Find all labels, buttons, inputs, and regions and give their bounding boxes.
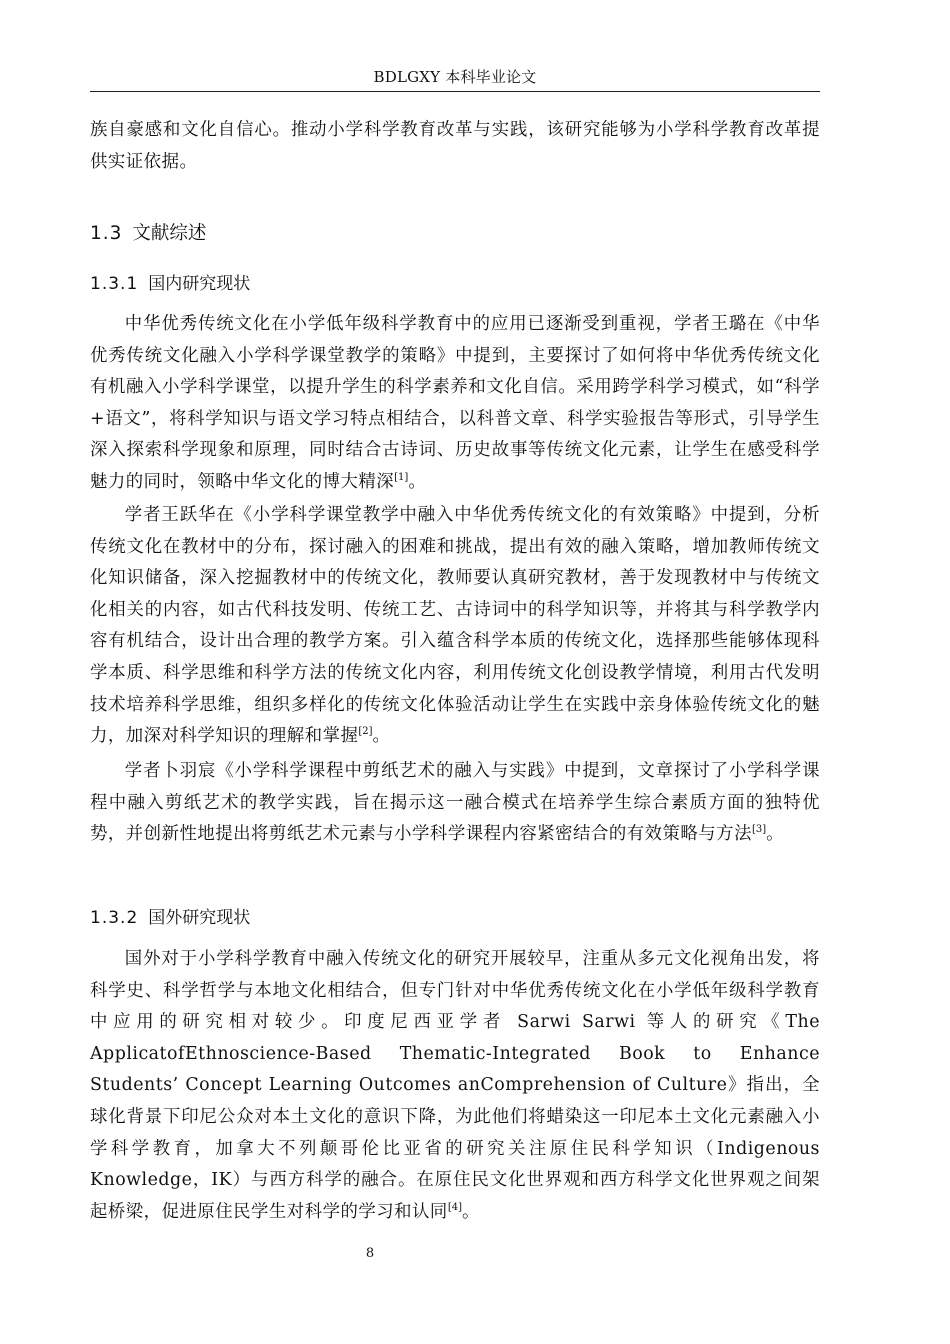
paragraph-end: 。 bbox=[766, 824, 785, 845]
subsection-number: 1.3.2 bbox=[90, 908, 139, 928]
paragraph-text: 学者卜羽宸《小学科学课程中剪纸艺术的融入与实践》中提到，文章探讨了小学科学课程中融入剪纸艺术的教学实践，旨在揭示这一融合模式在培养学生综合素质方面的独特优势，并创新性地提出将剪纸艺术元素与小学科学课程内容紧密结合的有效策略与方法 bbox=[90, 761, 820, 845]
citation-ref: [3] bbox=[751, 824, 767, 836]
foreign-paragraph-1 bbox=[90, 944, 820, 1230]
domestic-paragraph-3 bbox=[90, 756, 820, 853]
subsection-title: 国内研究现状 bbox=[148, 274, 251, 294]
page-number: 8 bbox=[365, 1246, 375, 1261]
domestic-paragraph-2 bbox=[90, 500, 820, 755]
paragraph-end: 。 bbox=[462, 1201, 480, 1222]
page-header bbox=[90, 64, 820, 92]
domestic-paragraph-1 bbox=[90, 309, 820, 501]
paragraph-text: 中华优秀传统文化在小学低年级科学教育中的应用已逐渐受到重视，学者王璐在《中华优秀传统文化融入小学科学课堂教学的策略》中提到，主要探讨了如何将中华优秀传统文化有机融入小学科学课堂，以提升学生的科学素养和文化自信。采用跨学科学习模式，如“科学+语文”，将科学知识与语文学习特点相结合，以科普文章、科学实验报告等形式，引导学生深入探索科学现象和原理，同时结合古诗词、历史故事等传统文化元素，让学生在感受科学魅力的同时，领略中华文化的博大精深 bbox=[90, 314, 820, 492]
section-title: 文献综述 bbox=[132, 223, 207, 244]
header-title: BDLGXY 本科毕业论文 bbox=[373, 68, 537, 86]
paragraph-text: 国外对于小学科学教育中融入传统文化的研究开展较早，注重从多元文化视角出发，将科学史、科学哲学与本地文化相结合，但专门针对中华优秀传统文化在小学低年级科学教育中应用的研究相对较少。印度尼西亚学者 Sarwi Sarwi 等人的研究《The ApplicatofEthnoscience-Based Thematic-Integrated Book to Enhance Students’ Concept Learning Outcomes anComprehension of Culture》指出，全球化背景下印尼公众对本土文化的意识下降，为此他们将蜡染这一印尼本土文化元素融入小学科学教育，加拿大不列颠哥伦比亚省的研究关注原住民科学知识（Indigenous Knowledge，IK）与西方科学的融合。在原住民文化世界观和西方科学文化世界观之间架起桥梁，促进原住民学生对科学的学习和认同 bbox=[90, 949, 820, 1222]
citation-ref: [4] bbox=[447, 1201, 462, 1213]
section-number: 1.3 bbox=[90, 223, 123, 244]
citation-ref: [1] bbox=[394, 471, 409, 483]
paragraph-end: 。 bbox=[408, 471, 427, 492]
citation-ref: [2] bbox=[358, 726, 373, 738]
section-heading bbox=[90, 219, 206, 249]
subsection-number: 1.3.1 bbox=[90, 274, 139, 294]
subsection-heading-foreign bbox=[90, 903, 250, 933]
subsection-title: 国外研究现状 bbox=[148, 908, 251, 928]
paragraph-text: 学者王跃华在《小学科学课堂教学中融入中华优秀传统文化的有效策略》中提到，分析传统文化在教材中的分布，探讨融入的困难和挑战，提出有效的融入策略，增加教师传统文化知识储备，深入挖掘教材中的传统文化，教师要认真研究教材，善于发现教材中与传统文化相关的内容，如古代科技发明、传统工艺、古诗词中的科学知识等，并将其与科学教学内容有机结合，设计出合理的教学方案。引入蕴含科学本质的传统文化，选择那些能够体现科学本质、科学思维和科学方法的传统文化内容，利用传统文化创设教学情境，利用古代发明技术培养科学思维，组织多样化的传统文化体验活动让学生在实践中亲身体验传统文化的魅力，加深对科学知识的理解和掌握 bbox=[90, 505, 820, 747]
paragraph-end: 。 bbox=[372, 726, 391, 747]
intro-paragraph: 族自豪感和文化自信心。推动小学科学教育改革与实践，该研究能够为小学科学教育改革提供实证依据。 bbox=[90, 120, 820, 172]
subsection-heading-domestic bbox=[90, 269, 250, 299]
